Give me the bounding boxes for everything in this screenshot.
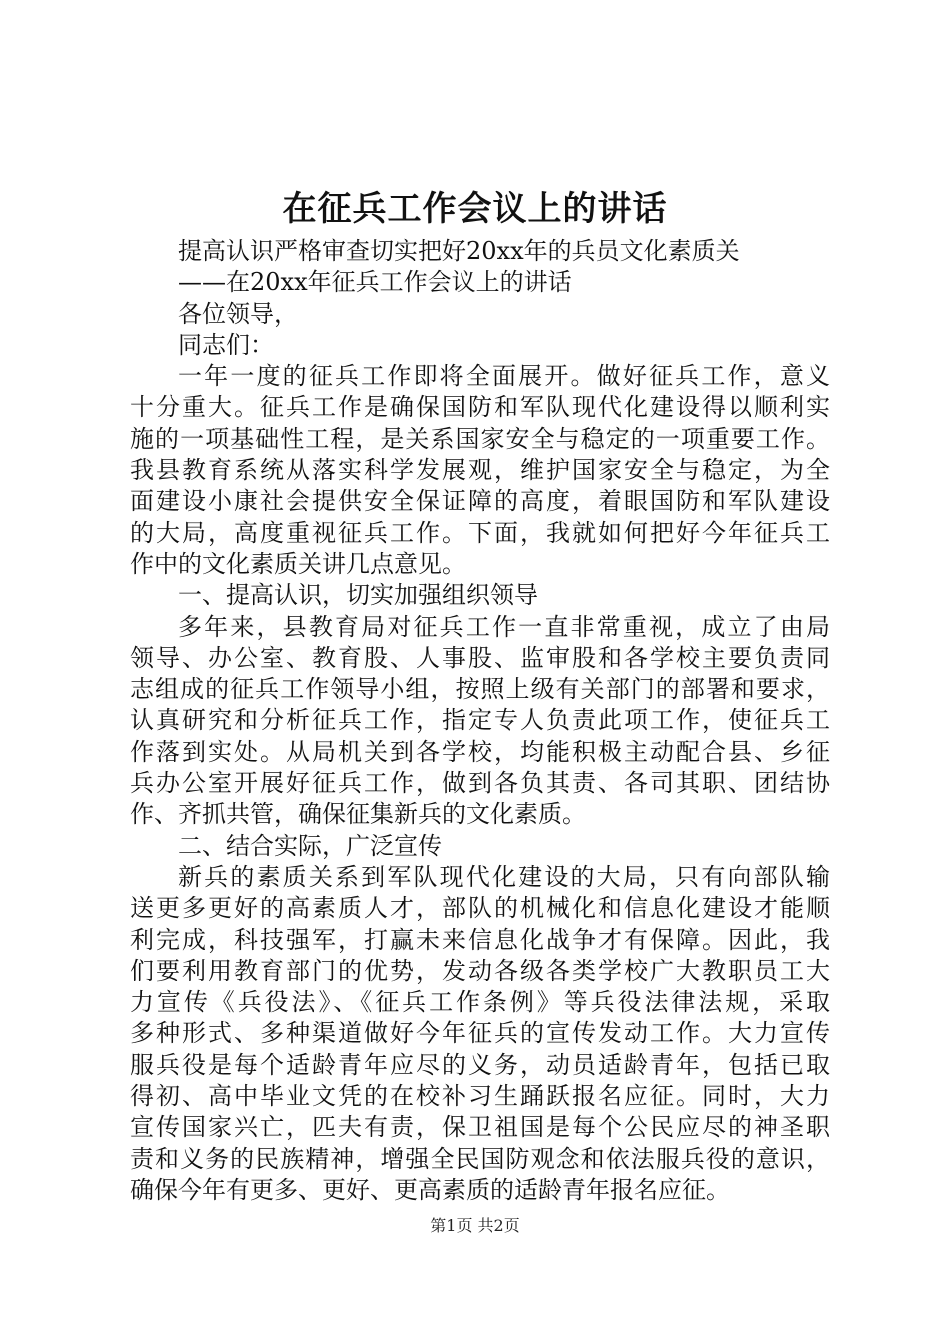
document-title: 在征兵工作会议上的讲话 — [282, 189, 668, 229]
text-line-content: 认真研究和分析征兵工作，指定专人负责此项工作，使征兵工 — [130, 706, 830, 735]
text-line-content: 志组成的征兵工作领导小组，按照上级有关部门的部署和要求， — [130, 675, 830, 704]
text-line — [130, 925, 830, 956]
text-line — [130, 893, 830, 924]
text-line-content: 们要利用教育部门的优势，发动各级各类学校广大教职员工大 — [130, 956, 830, 985]
text-line — [130, 424, 830, 455]
text-line — [130, 987, 830, 1018]
text-line — [130, 799, 830, 830]
text-line-content: 宣传国家兴亡，匹夫有责，保卫祖国是每个公民应尽的神圣职 — [130, 1113, 830, 1142]
text-line-content: 我县教育系统从落实科学发展观，维护国家安全与稳定，为全 — [130, 456, 830, 485]
text-line-content: 的大局，高度重视征兵工作。下面，我就如何把好今年征兵工 — [130, 518, 830, 547]
text-line — [130, 361, 830, 392]
text-line-content: 服兵役是每个适龄青年应尽的义务，动员适龄青年，包括已取 — [130, 1050, 830, 1079]
text-line — [130, 956, 830, 987]
text-line — [130, 705, 830, 736]
text-line — [130, 768, 830, 799]
text-line-content: 确保今年有更多、更好、更高素质的适龄青年报名应征。 — [130, 1175, 730, 1204]
text-line-content: 送更多更好的高素质人才，部队的机械化和信息化建设才能顺 — [130, 894, 830, 923]
text-line-content: 领导、办公室、教育股、人事股、监审股和各学校主要负责同 — [130, 643, 830, 672]
text-line — [130, 330, 830, 361]
text-line-content: 新兵的素质关系到军队现代化建设的大局，只有向部队输 — [178, 862, 830, 891]
text-line — [130, 455, 830, 486]
text-line — [130, 643, 830, 674]
text-line-content: 一、提高认识，切实加强组织领导 — [178, 581, 538, 610]
text-line-content: 施的一项基础性工程，是关系国家安全与稳定的一项重要工作。 — [130, 424, 830, 453]
text-line — [130, 1175, 830, 1206]
text-line — [130, 1112, 830, 1143]
text-line — [130, 580, 830, 611]
text-line — [130, 236, 830, 267]
text-line — [130, 267, 830, 298]
text-line-content: 各位领导， — [178, 299, 298, 328]
text-line-content: 多年来，县教育局对征兵工作一直非常重视，成立了由局 — [178, 612, 830, 641]
text-line-content: 面建设小康社会提供安全保证障的高度，着眼国防和军队建设 — [130, 487, 830, 516]
page-footer: 第1页 共2页 — [430, 1216, 520, 1235]
text-line-content: 多种形式、多种渠道做好今年征兵的宣传发动工作。大力宣传 — [130, 1019, 830, 1048]
text-line-content: 作中的文化素质关讲几点意见。 — [130, 549, 466, 578]
text-line-content: 提高认识严格审查切实把好20xx年的兵员文化素质关 — [178, 237, 740, 265]
text-line-content: 利完成，科技强军，打赢未来信息化战争才有保障。因此，我 — [130, 925, 830, 954]
text-line-content: 力宣传《兵役法》、《征兵工作条例》等兵役法律法规，采取 — [130, 988, 830, 1017]
text-line-content: 作、齐抓共管，确保征集新兵的文化素质。 — [130, 800, 586, 829]
text-line — [130, 1081, 830, 1112]
text-line — [130, 1018, 830, 1049]
text-line — [130, 392, 830, 423]
text-line-content: 兵办公室开展好征兵工作，做到各负其责、各司其职、团结协 — [130, 769, 830, 798]
text-line-content: 责和义务的民族精神，增强全民国防观念和依法服兵役的意识， — [130, 1144, 830, 1173]
text-line-content: 作落到实处。从局机关到各学校，均能积极主动配合县、乡征 — [130, 737, 830, 766]
text-line-content: 一年一度的征兵工作即将全面展开。做好征兵工作，意义 — [178, 362, 830, 391]
text-line-content: 得初、高中毕业文凭的在校补习生踊跃报名应征。同时，大力 — [130, 1082, 830, 1111]
text-line — [130, 831, 830, 862]
text-line — [130, 486, 830, 517]
text-line — [130, 1144, 830, 1175]
text-line — [130, 299, 830, 330]
text-line — [130, 612, 830, 643]
text-line — [130, 549, 830, 580]
text-line — [130, 518, 830, 549]
text-line — [130, 862, 830, 893]
text-line — [130, 1050, 830, 1081]
text-line-content: 二、结合实际，广泛宣传 — [178, 831, 442, 860]
text-line-content: ——在20xx年征兵工作会议上的讲话 — [178, 268, 572, 297]
text-line-content: 同志们： — [178, 330, 274, 359]
document-body — [130, 236, 830, 1206]
text-line — [130, 674, 830, 705]
text-line-content: 十分重大。征兵工作是确保国防和军队现代化建设得以顺利实 — [130, 393, 830, 422]
text-line — [130, 737, 830, 768]
